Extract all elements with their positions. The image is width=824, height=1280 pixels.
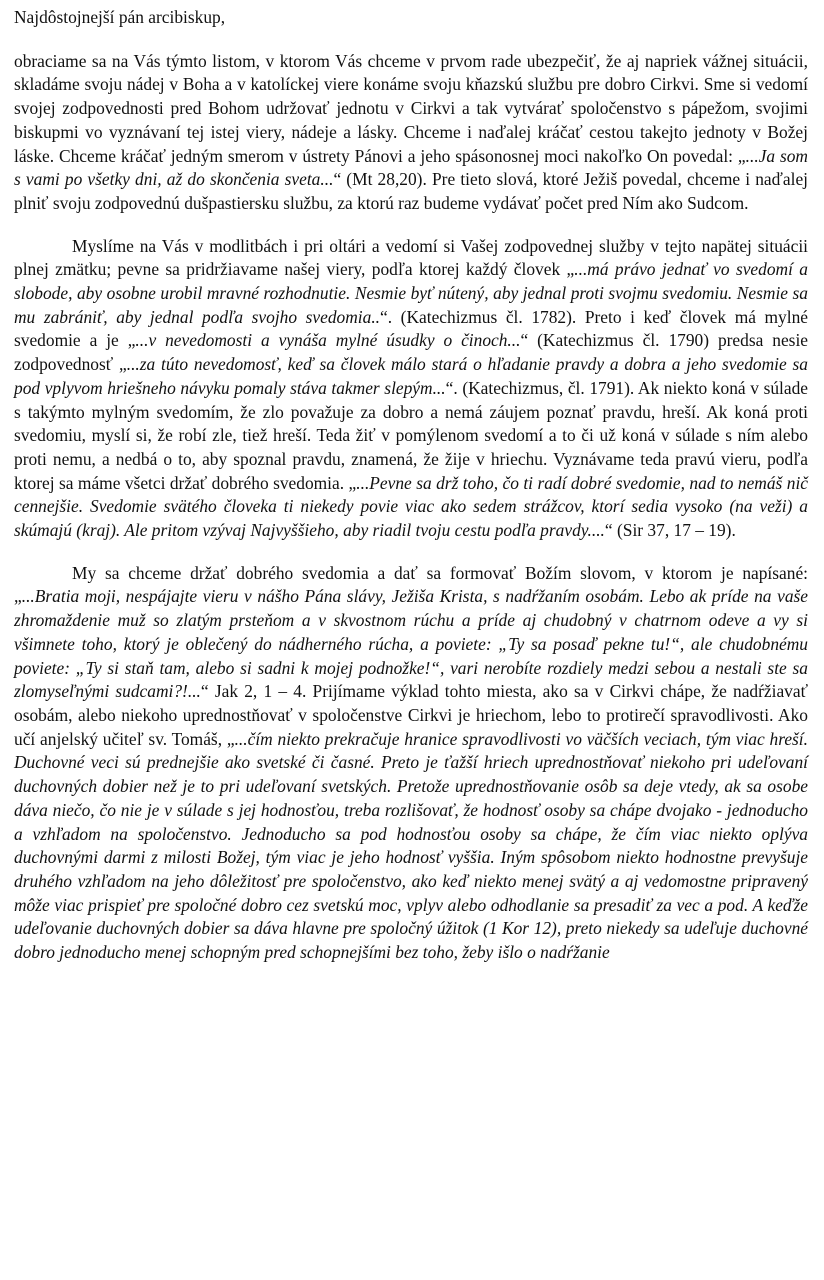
scripture-quote: ...Ja som s vami po všetky dni, až do skončenia sveta... [14, 145, 808, 190]
catechism-quote: ...má právo jednať vo svedomí a slobode, aby osobne urobil mravné rozhodnutie. Nesmie byť nútený, aby jednal proti svojmu svedomiu. Nesmie sa mu zabrániť, aby jednal podľa svojho svedomia.. [14, 259, 808, 327]
paragraph-3 [14, 562, 808, 965]
paragraph-2 [14, 235, 808, 543]
text-segment: “ (Sir 37, 17 – 19). [604, 520, 736, 541]
text-segment: “ (Katechizmus čl. 1790) predsa nesie zodpovednosť „ [14, 330, 808, 375]
salutation: Najdôstojnejší pán arcibiskup, [14, 7, 226, 27]
paragraph-1 [14, 50, 808, 216]
text-segment: “ (Mt 28,20). Pre tieto slová, ktoré Ježiš povedal, chceme i naďalej plniť svoju zodpovednú dušpastiersku službu, za ktorú raz budeme vydávať počet pred Ním ako Sudcom. [14, 169, 808, 213]
text-segment: Myslíme na Vás v modlitbách i pri oltári a vedomí si Vašej zodpovednej služby v tejto napätej situácii plnej zmätku; pevne sa pridržiavame našej viery, podľa ktorej každý človek „ [14, 235, 808, 280]
sirach-quote: ...Pevne sa drž toho, čo ti radí dobré svedomie, nad to nemáš nič cennejšie. Svedomie svätého človeka ti niekedy povie viac ako sedem strážcov, ktorí sedia vysoko (na veži) a skúmajú (kraj). Ale pritom vzývaj Najvyššieho, aby riadil tvoju cestu podľa pravdy.... [14, 472, 808, 541]
text-segment: “. (Katechizmus čl. 1782). Preto i keď človek má mylné svedomie a je „ [14, 306, 808, 351]
text-segment: “. (Katechizmus, čl. 1791). Ak niekto koná v súlade s takýmto mylným svedomím, že zlo považuje za dobro a nemá záujem poznať pravdu, hreší. Ak koná proti svedomiu, myslí si, že robí zle, tiež hreší. Teda žiť v pomýlenom svedomí a to či už koná v súlade s ním alebo proti nemu, a nedbá o to, aby spoznal pravdu, znamená, že žije v hriechu. Vyznávame teda pravú vieru, podľa ktorej sa máme všetci držať dobrého svedomia. „ [14, 377, 808, 493]
thomas-quote: ...čím niekto prekračuje hranice spravodlivosti vo väčších veciach, tým viac hreší. Duchovné veci sú prednejšie ako svetské či časné. Preto je ťažší hriech uprednostňovať niekoho pri udeľovaní duchovných dobier než je to pri udeľovaní svetských. Pretože uprednostňovanie osôb sa deje vtedy, ak sa osobe dáva niečo, čo nie je v súlade s jej hodnosťou, treba rozlišovať, že hodnosť osoby sa chápe dvojako - jednoducho a vzhľadom na spoločenstvo. Jednoducho sa pod hodnosťou osoby sa chápe, že čím viac niekto oplýva duchovnými darmi z milosti Božej, tým viac je jeho hodnosť vyššia. Iným spôsobom niekto hodnostne prevyšuje druhého vzhľadom na jeho dôležitosť pre spoločenstvo, ako keď niekto menej svätý a aj vedomostne pripravený môže viac prispieť pre spoločné dobro cez svetskú moc, vplyv alebo odhodlanie sa presadiť za vec a pod. A keďže udeľovanie duchovných dobier sa dáva hlavne pre spoločný úžitok (1 Kor 12), preto niekedy sa udeľuje duchovné dobro jednoducho menej schopným pred schopnejšími bez toho, žeby išlo o nadŕžanie [14, 728, 808, 963]
catechism-quote: ...za túto nevedomosť, keď sa človek málo stará o hľadanie pravdy a dobra a jeho svedomie sa pod vplyvom hriešneho návyku pomaly stáva takmer slepým... [14, 354, 809, 398]
text-segment: “ Jak 2, 1 – 4. Prijímame výklad tohto miesta, ako sa v Cirkvi chápe, že nadŕžiavať osobám, alebo niekoho uprednostňovať v spoločenstve Cirkvi je hriechom, lebo to protirečí spravodlivosti. Ako učí anjelský učiteľ sv. Tomáš, „ [14, 681, 809, 749]
james-quote: ...Bratia moji, nespájajte vieru v nášho Pána slávy, Ježiša Krista, s nadŕžaním osobám. Lebo ak príde na vaše zhromaždenie muž so zlatým prsteňom a v skvostnom rúchu a príde aj chudobný v chatrnom odeve a vy si všimnete toho, ktorý je oblečený do nádherného rúcha, a poviete: „Ty sa posaď pekne tu!“, ale chudobnému poviete: „Ty si staň tam, alebo si sadni k mojej podnožke!“, vari nerobíte rozdiely medzi sebou a nestali ste sa zlomyseľnými sudcami?!... [14, 586, 808, 702]
catechism-quote: ...v nevedomosti a vynáša mylné úsudky o činoch... [135, 330, 521, 351]
text-segment: My sa chceme držať dobrého svedomia a dať sa formovať Božím slovom, v ktorom je napísané: „ [14, 562, 808, 607]
text-segment: obraciame sa na Vás týmto listom, v ktorom Vás chceme v prvom rade ubezpečiť, že aj napriek vážnej situácii, skladáme svoju nádej v Boha a v katolíckej viere konáme svoju kňazskú službu pre dobro Cirkvi. Sme si vedomí svojej zodpovednosti pred Bohom udržovať jednotu v Cirkvi a tak vytvárať spoločenstvo s pápežom, svojimi biskupmi vo vyznávaní tej istej viery, nádeje a lásky. Chceme i naďalej kráčať cestou takejto jednoty v Božej láske. Chceme kráčať jedným smerom v ústrety Pánovi a jeho spásonosnej moci nakoľko On povedal: „ [14, 50, 808, 166]
